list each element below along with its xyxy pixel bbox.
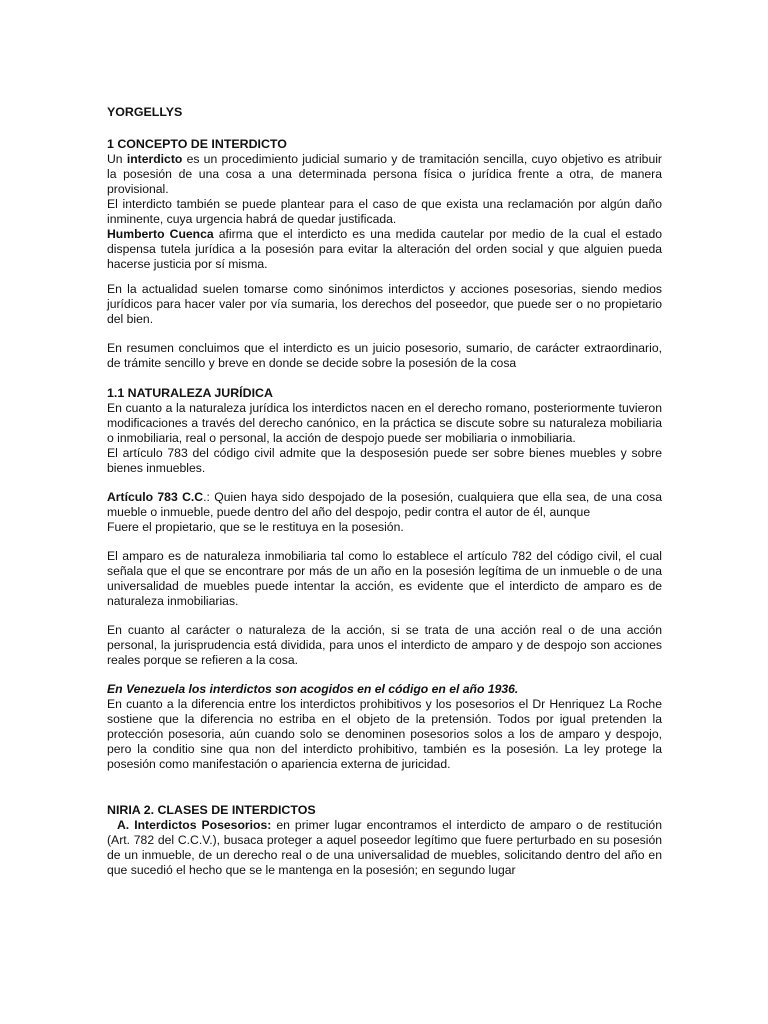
author-label: YORGELLYS — [107, 105, 183, 119]
article-783-continuation: Fuere el propietario, que se le restituya en la posesión. — [107, 520, 404, 534]
section-2-paragraph-1 — [107, 818, 662, 878]
article-783-paragraph — [107, 490, 662, 520]
author-name-cuenca: Humberto Cuenca — [107, 227, 214, 241]
text-run: .: Quien haya sido despojado de la posesión, cualquiera que ella sea, de una cosa mueble o inmueble, puede dentro del año del despojo, pedir contra el autor de él, aunque — [107, 490, 662, 519]
section-1-heading: 1 CONCEPTO DE INTERDICTO — [107, 137, 287, 151]
section-1-1-paragraph-3: El amparo es de naturaleza inmobiliaria tal como lo establece el artículo 782 del código civil, el cual señala que el que se encontrare por más de un año en la posesión legítima de un inmueble o de una universalidad de muebles puede intentar la acción, es evidente que el interdicto de amparo es de naturaleza inmobiliarias. — [107, 549, 662, 608]
text-run: en primer lugar encontramos el interdicto de amparo o de restitución (Art. 782 del C.C.V.), busaca proteger a aquel poseedor legítimo que fuere perturbado en su posesión de un inmueble, de un derecho real o de una universalidad de muebles, solicitando dentro del año en que sucedió el hecho que se le mantenga en la posesión; en segundo lugar — [107, 818, 662, 877]
venezuela-note: En Venezuela los interdictos son acogidos en el código en el año 1936. — [107, 682, 519, 696]
text-run: es un procedimiento judicial sumario y de tramitación sencilla, cuyo objetivo es atribuir la posesión de una cosa a una determinada persona física o jurídica frente a otra, de manera provisional. — [107, 152, 662, 196]
section-1-paragraph-3 — [107, 227, 662, 272]
text-run: Un — [107, 152, 127, 166]
section-1-paragraph-4: En la actualidad suelen tomarse como sinónimos interdictos y acciones posesorias, siendo medios jurídicos para hacer valer por vía sumaria, los derechos del poseedor, que puede ser o no propietario del bien. — [107, 282, 662, 326]
article-783-label: Artículo 783 C.C — [107, 490, 204, 504]
section-1-paragraph-2: El interdicto también se puede plantear para el caso de que exista una reclamación por algún daño inminente, cuya urgencia habrá de quedar justificada. — [107, 197, 662, 226]
section-1-1-paragraph-6: En cuanto a la diferencia entre los interdictos prohibitivos y los posesorios el Dr Henriquez La Roche sostiene que la diferencia no estriba en el objeto de la pretensión. Todos por igual pretenden la protección posesoria, aún cuando solo se denominen posesorios solos a los de amparo y despojo, pero la conditio sine qua non del interdicto prohibitivo, también es la posesión. La ley protege la posesión como manifestación o apariencia externa de juricidad. — [107, 697, 662, 771]
posesorios-label: A. Interdictos Posesorios: — [117, 818, 272, 832]
term-interdicto: interdicto — [126, 152, 183, 166]
section-1-1-paragraph-4: En cuanto al carácter o naturaleza de la acción, si se trata de una acción real o de una acción personal, la jurisprudencia está dividida, para unos el interdicto de amparo y de despojo son acciones reales porque se refieren a la cosa. — [107, 623, 662, 667]
section-1-paragraph-1 — [107, 152, 662, 197]
document-page — [107, 104, 662, 878]
text-run: afirma que el interdicto es una medida cautelar por medio de la cual el estado dispensa tutela jurídica a la posesión para evitar la alteración del orden social y que alguien pueda hacerse justicia por sí misma. — [107, 227, 662, 271]
section-1-1-paragraph-2: El artículo 783 del código civil admite que la desposesión puede ser sobre bienes muebles y sobre bienes inmuebles. — [107, 446, 662, 475]
section-1-1-heading: 1.1 NATURALEZA JURÍDICA — [107, 386, 273, 400]
section-1-paragraph-5: En resumen concluimos que el interdicto es un juicio posesorio, sumario, de carácter extraordinario, de trámite sencillo y breve en donde se decide sobre la posesión de la cosa — [107, 341, 662, 370]
section-2-heading: NIRIA 2. CLASES DE INTERDICTOS — [107, 803, 316, 817]
section-1-1-paragraph-1: En cuanto a la naturaleza jurídica los interdictos nacen en el derecho romano, posteriormente tuvieron modificaciones a través del derecho canónico, en la práctica se discute sobre su naturaleza mobiliaria o inmobiliaria, real o personal, la acción de despojo puede ser mobiliaria o inmobiliaria. — [107, 401, 662, 445]
